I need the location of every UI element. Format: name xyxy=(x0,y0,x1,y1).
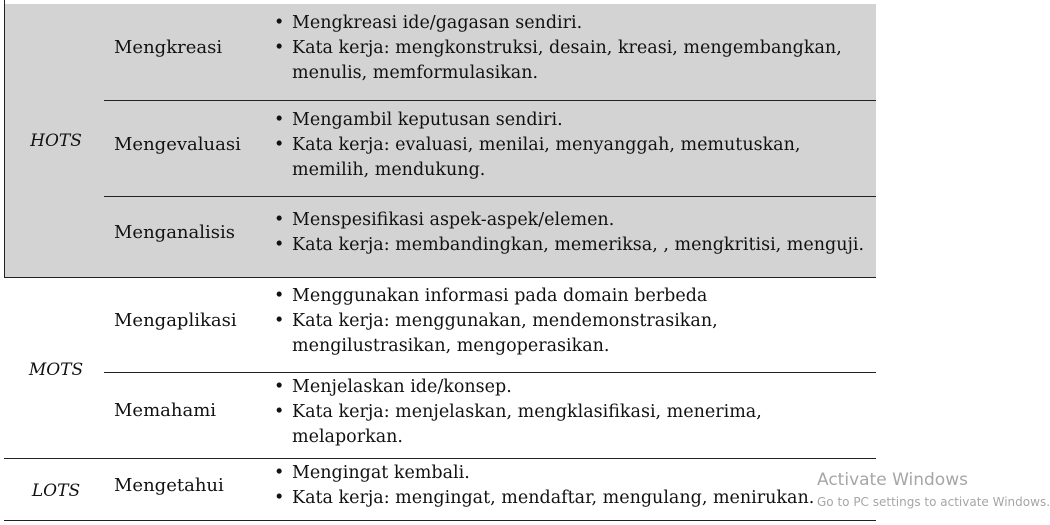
bullet-point: • Kata kerja: menggunakan, mendemonstrasikan, mengilustrasikan, mengoperasikan. xyxy=(272,309,872,359)
bullet-point: • Kata kerja: membandingkan, memeriksa, , mengkritisi, menguji. xyxy=(272,233,872,258)
level-label-hots: HOTS xyxy=(30,131,82,151)
group-divider xyxy=(4,277,876,278)
activate-windows-hint: Go to PC settings to activate Windows. xyxy=(817,495,1050,509)
row-divider xyxy=(104,372,876,373)
table-bottom-border xyxy=(4,520,876,521)
row-divider xyxy=(104,100,876,101)
level-label-mots: MOTS xyxy=(28,360,84,380)
row-name-mengkreasi: Mengkreasi xyxy=(114,37,223,58)
row-description xyxy=(272,284,872,359)
bullet-point: • Menggunakan informasi pada domain berbeda xyxy=(272,284,872,309)
bullet-point: • Mengingat kembali. xyxy=(272,461,872,486)
bullet-point: • Menjelaskan ide/konsep. xyxy=(272,375,872,400)
row-description xyxy=(272,461,872,511)
row-description xyxy=(272,375,872,450)
bullet-point: • Menspesifikasi aspek-aspek/elemen. xyxy=(272,208,872,233)
row-divider xyxy=(104,196,876,197)
row-description xyxy=(272,11,872,86)
row-description xyxy=(272,108,872,183)
bullet-point: • Kata kerja: mengkonstruksi, desain, kreasi, mengembangkan, menulis, memformulasikan. xyxy=(272,36,872,86)
row-name-mengevaluasi: Mengevaluasi xyxy=(114,134,241,155)
bullet-point: • Kata kerja: menjelaskan, mengklasifikasi, menerima, melaporkan. xyxy=(272,400,872,450)
group-divider xyxy=(4,458,876,459)
row-name-mengetahui: Mengetahui xyxy=(114,475,224,496)
row-name-mengaplikasi: Mengaplikasi xyxy=(114,310,237,331)
bullet-point: • Kata kerja: mengingat, mendaftar, mengulang, menirukan. xyxy=(272,486,872,511)
bullet-point: • Mengkreasi ide/gagasan sendiri. xyxy=(272,11,872,36)
bullet-point: • Kata kerja: evaluasi, menilai, menyanggah, memutuskan, memilih, mendukung. xyxy=(272,133,872,183)
activate-windows-watermark: Activate Windows xyxy=(817,470,968,490)
bullet-point: • Mengambil keputusan sendiri. xyxy=(272,108,872,133)
level-label-lots: LOTS xyxy=(31,481,81,501)
row-name-memahami: Memahami xyxy=(114,400,217,421)
row-name-menganalisis: Menganalisis xyxy=(114,222,235,243)
row-description xyxy=(272,208,872,258)
